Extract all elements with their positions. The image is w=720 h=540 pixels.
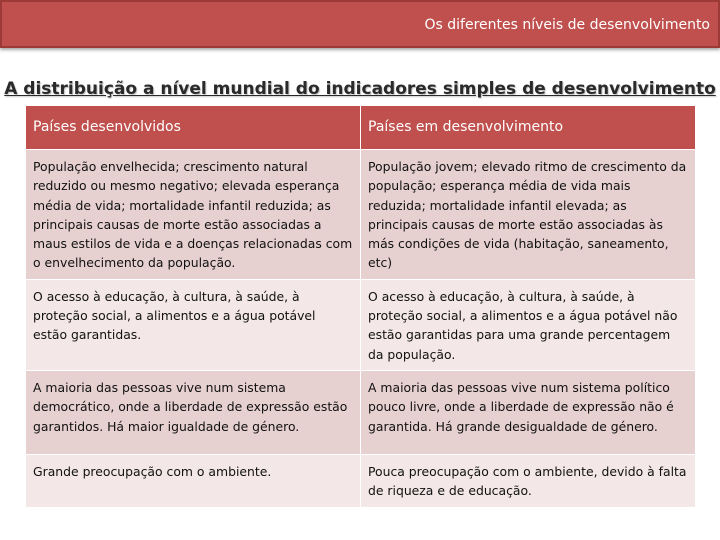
table-cell-developed: Grande preocupação com o ambiente. (26, 454, 361, 507)
table-header-row (26, 106, 696, 150)
comparison-table (25, 105, 696, 508)
table-row (26, 370, 696, 454)
header-developing-countries: Países em desenvolvimento (361, 106, 696, 150)
table-cell-developing: A maioria das pessoas vive num sistema político pouco livre, onde a liberdade de expressão não é garantida. Há grande desigualdade de género. (361, 370, 696, 454)
table-cell-developed: O acesso à educação, à cultura, à saúde, à proteção social, a alimentos e a água potável estão garantidas. (26, 279, 361, 370)
table-cell-developing: O acesso à educação, à cultura, à saúde, à proteção social, a alimentos e a água potável não estão garantidas para uma grande percentagem da população. (361, 279, 696, 370)
table-row (26, 150, 696, 280)
title-banner (0, 0, 720, 48)
page-heading: A distribuição a nível mundial do indicadores simples de desenvolvimento (4, 79, 716, 99)
table-row (26, 454, 696, 507)
banner-title: Os diferentes níveis de desenvolvimento (424, 17, 710, 33)
table-cell-developed: A maioria das pessoas vive num sistema democrático, onde a liberdade de expressão estão garantidos. Há maior igualdade de género. (26, 370, 361, 454)
header-developed-countries: Países desenvolvidos (26, 106, 361, 150)
table-row (26, 279, 696, 370)
table-cell-developing: Pouca preocupação com o ambiente, devido à falta de riqueza e de educação. (361, 454, 696, 507)
table-cell-developed: População envelhecida; crescimento natural reduzido ou mesmo negativo; elevada esperança média de vida; mortalidade infantil reduzida; as principais causas de morte estão associadas a maus estilos de vida e a doenças relacionadas com o envelhecimento da população. (26, 150, 361, 280)
table-cell-developing: População jovem; elevado ritmo de crescimento da população; esperança média de vida mais reduzida; mortalidade infantil elevada; as principais causas de morte estão associadas às más condições de vida (habitação, saneamento, etc) (361, 150, 696, 280)
